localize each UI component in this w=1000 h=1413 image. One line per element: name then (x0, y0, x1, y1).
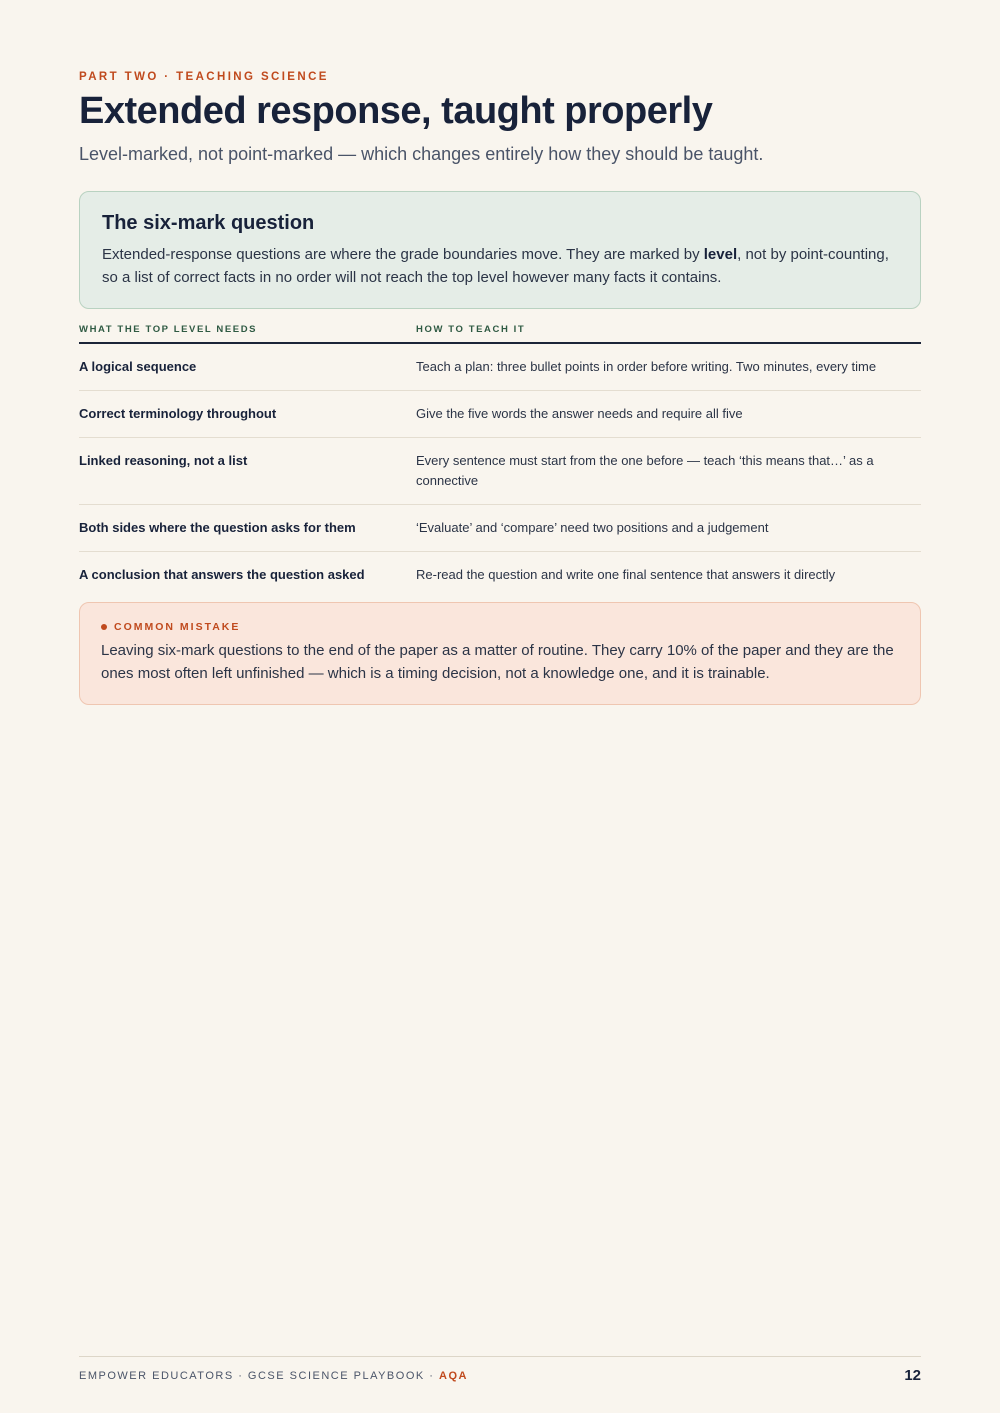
page-title: Extended response, taught properly (79, 90, 713, 132)
mistake-label (101, 621, 899, 633)
teaching-table (79, 322, 921, 598)
row-need: Both sides where the question asks for them (79, 520, 356, 535)
table-row (79, 391, 921, 438)
table-row (79, 438, 921, 505)
column-header-how: HOW TO TEACH IT (416, 324, 526, 335)
footer-publication (79, 1370, 468, 1382)
page-footer (79, 1356, 921, 1384)
callout-body (102, 243, 898, 289)
row-how: Give the five words the answer needs and require all five (416, 406, 743, 421)
table-row (79, 552, 921, 598)
row-need: A logical sequence (79, 359, 197, 374)
page-subtitle: Level-marked, not point-marked — which changes entirely how they should be taught. (79, 144, 764, 164)
row-need: Correct terminology throughout (79, 406, 277, 421)
common-mistake-box (79, 602, 921, 705)
table-header (79, 322, 921, 344)
row-how: ‘Evaluate’ and ‘compare’ need two positions and a judgement (416, 520, 769, 535)
table-row (79, 505, 921, 552)
callout-body-start: Extended-response questions are where the grade boundaries move. They are marked by (102, 246, 704, 263)
table-row (79, 344, 921, 391)
footer-board: AQA (439, 1369, 468, 1382)
row-how: Every sentence must start from the one before — teach ‘this means that…’ as a connective (416, 453, 874, 488)
column-header-needs: WHAT THE TOP LEVEL NEEDS (79, 324, 258, 335)
mistake-body: Leaving six-mark questions to the end of the paper as a matter of routine. They carry 10% of the paper and they are the ones most often left unfinished — which is a timing decision, not a knowledge one, and it is trainable. (101, 642, 894, 682)
six-mark-callout (79, 191, 921, 309)
row-how: Re-read the question and write one final sentence that answers it directly (416, 567, 836, 582)
callout-body-bold: level (703, 246, 738, 263)
footer-text: EMPOWER EDUCATORS · GCSE SCIENCE PLAYBOOK · (79, 1369, 439, 1382)
row-how: Teach a plan: three bullet points in order before writing. Two minutes, every time (416, 359, 877, 374)
mistake-label-text: COMMON MISTAKE (114, 621, 241, 633)
callout-body-end: , not by point-counting, so a list of correct facts in no order will not reach the top level however many facts it contains. (102, 246, 889, 286)
section-eyebrow: PART TWO · TEACHING SCIENCE (79, 71, 329, 83)
callout-heading: The six-mark question (102, 212, 315, 234)
row-need: Linked reasoning, not a list (79, 453, 248, 468)
page-number: 12 (904, 1367, 921, 1384)
bullet-dot-icon (101, 624, 107, 630)
row-need: A conclusion that answers the question asked (79, 567, 365, 582)
